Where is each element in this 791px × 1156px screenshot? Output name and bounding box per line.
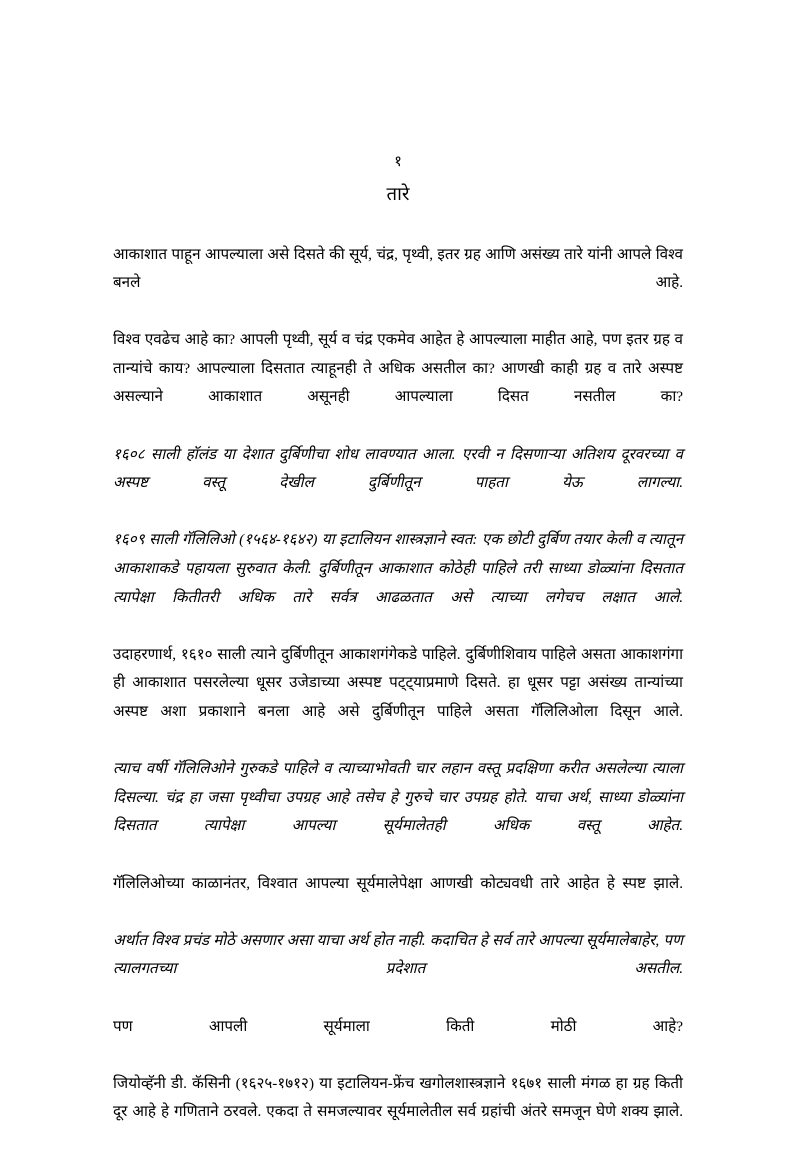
paragraph-9: पण आपली सूर्यमाला किती मोठी आहे? [113,1017,683,1035]
paragraph-7: गॅलिलिओच्या काळानंतर, विश्वात आपल्या सूर्यमालेपेक्षा आणखी कोट्यवधी तारे आहेत हे स्पष्ट झाले. [113,874,683,892]
paragraph-5: उदाहरणार्थ, १६१० साली त्याने दुर्बिणीतून आकाशगंगेकडे पाहिले. दुर्बिणीशिवाय पाहिले असता आकाशगंगा ही आकाशात पसरलेल्या धूसर उजेडाच्या अस्पष्ट पट्ट्याप्रमाणे दिसते. हा धूसर पट्टा असंख्य तान्यांच्या अस्पष्ट अशा प्रकाशाने बनला आहे असे दुर्बिणीतून पाहिले असता गॅलिलिओला दिसून आले. [113,645,683,720]
page-content [113,0,683,1156]
body-text [113,205,683,1156]
paragraph-8: अर्थात विश्व प्रचंड मोठे असणार असा याचा अर्थ होत नाही. कदाचित हे सर्व तारे आपल्या सूर्यमालेबाहेर, पण त्यालगतच्या प्रदेशात असतील. [113,931,683,978]
paragraph-4: १६०९ साली गॅलिलिओ (१५६४-१६४२) या इटालियन शास्त्रज्ञाने स्वत: एक छोटी दुर्बिण तयार केली व त्यातून आकाशाकडे पहायला सुरुवात केली. दुर्बिणीतून आकाशात कोठेही पाहिले तरी साध्या डोळ्यांना दिसतात त्यापेक्षा कितीतरी अधिक तारे सर्वत्र आढळतात असे त्याच्या लगेचच लक्षात आले. [113,531,683,606]
paragraph-6: त्याच वर्षी गॅलिलिओने गुरुकडे पाहिले व त्याच्याभोवती चार लहान वस्तू प्रदक्षिणा करीत असलेल्या त्याला दिसल्या. चंद्र हा जसा पृथ्वीचा उपग्रह आहे तसेच हे गुरुचे चार उपग्रह होते. याचा अर्थ, साध्या डोळ्यांना दिसतात त्यापेक्षा आपल्या सूर्यमालेतही अधिक वस्तू आहेत. [113,760,683,835]
chapter-number: १ [394,154,402,170]
paragraph-10: जियोव्हॅनी डी. कॅसिनी (१६२५-१७१२) या इटालियन-फ्रेंच खगोलशास्त्रज्ञाने १६७१ साली मंगळ हा ग्रह किती दूर आहे हे गणिताने ठरवले. एकदा ते समजल्यावर सूर्यमालेतील सर्व ग्रहांची अंतरे समजून घेणे शक्य झाले. [113,1074,683,1121]
paragraph-2: विश्व एवढेच आहे का? आपली पृथ्वी, सूर्य व चंद्र एकमेव आहेत हे आपल्याला माहीत आहे, पण इतर ग्रह व तान्यांचे काय? आपल्याला दिसतात त्याहूनही ते अधिक असतील का? आणखी काही ग्रह व तारे अस्पष्ट असल्याने आकाशात असूनही आपल्याला दिसत नसतील का? [113,331,683,406]
paragraph-1: आकाशात पाहून आपल्याला असे दिसते की सूर्य, चंद्र, पृथ्वी, इतर ग्रह आणि असंख्य तारे यांनी आपले विश्व बनले आहे. [113,245,683,292]
chapter-title: तारे [386,185,410,205]
paragraph-3: १६०८ साली हॉलंड या देशात दुर्बिणीचा शोध लावण्यात आला. एरवी न दिसणाऱ्या अतिशय दूरवरच्या व अस्पष्ट वस्तू देखील दुर्बिणीतून पाहता येऊ लागल्या. [113,445,683,492]
